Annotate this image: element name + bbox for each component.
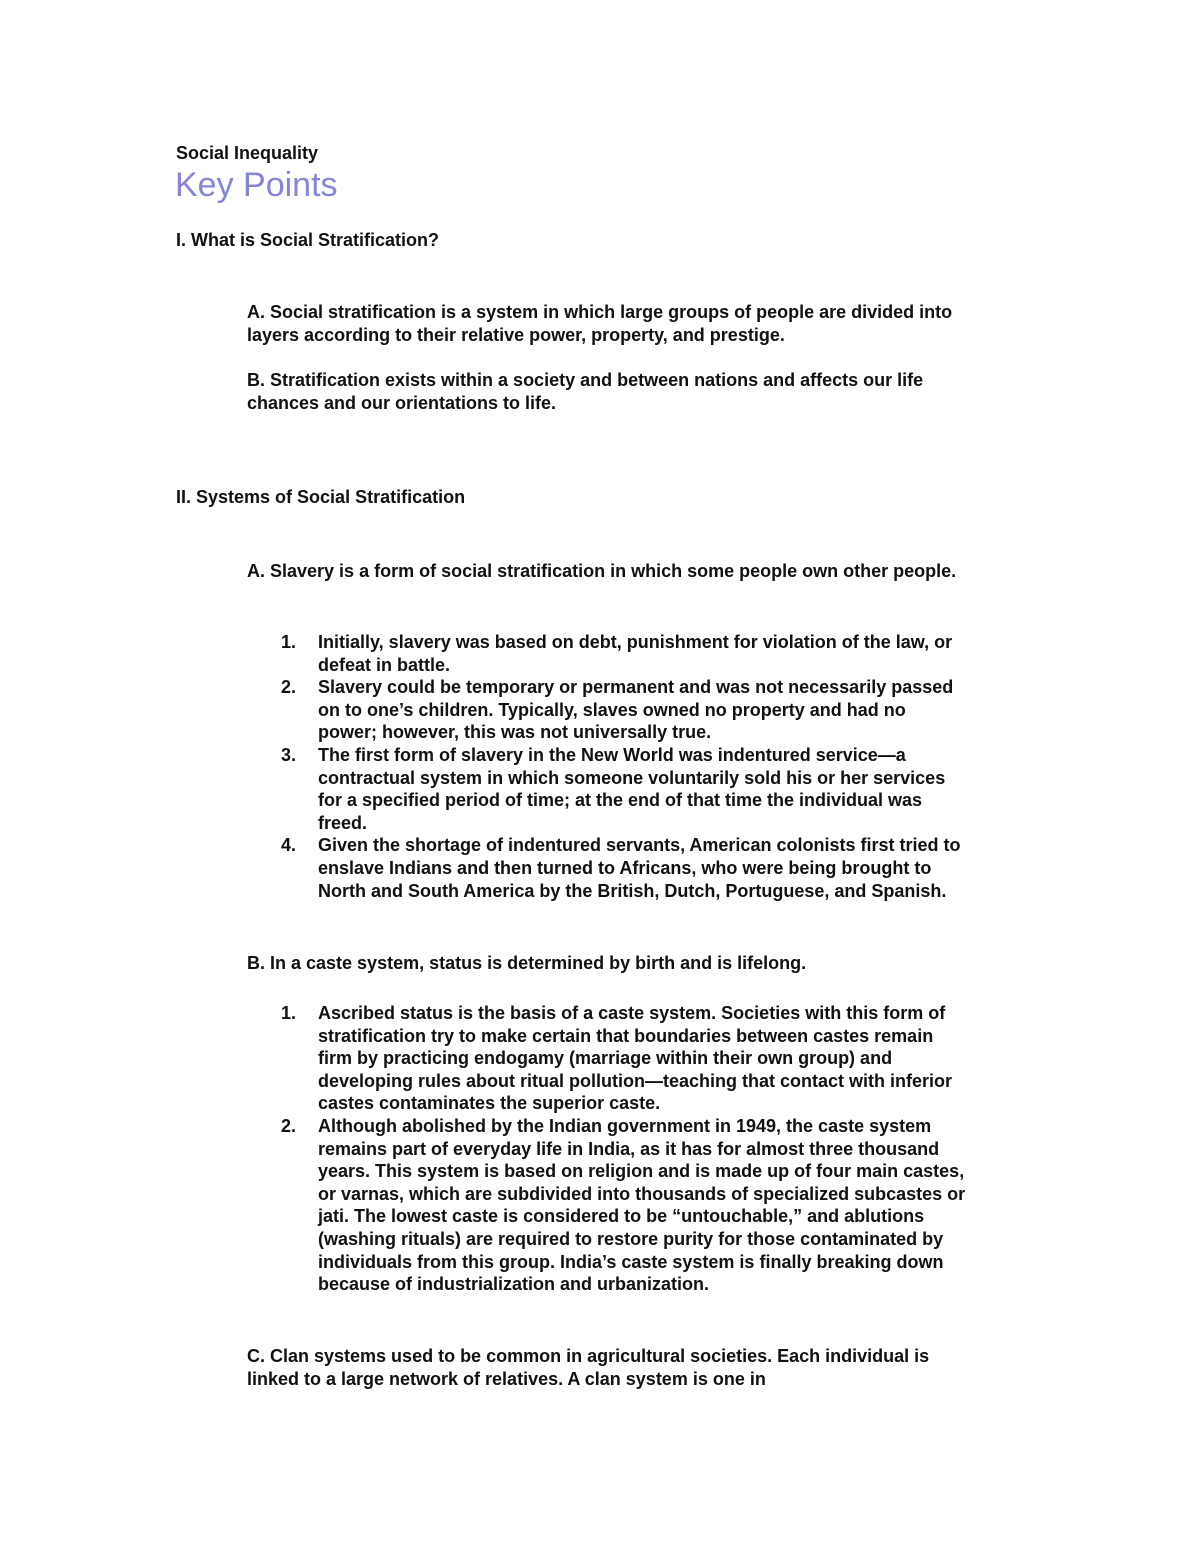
- list-item: [247, 834, 967, 902]
- slavery-list: [247, 631, 967, 902]
- list-item-number: 1.: [281, 632, 297, 652]
- caste-list: [247, 1002, 967, 1296]
- document-subtitle: Social Inequality: [176, 143, 319, 163]
- list-item-number: 1.: [281, 1003, 297, 1023]
- paragraph-1b: B. Stratification exists within a society and between nations and affects our life chances and our orientations to life.: [247, 370, 924, 413]
- list-item-number: 2.: [281, 677, 297, 698]
- list-item-number: 4.: [281, 835, 297, 856]
- section-heading-systems: II. Systems of Social Stratification: [176, 487, 466, 507]
- list-item: [247, 676, 967, 744]
- list-item: [247, 1002, 967, 1115]
- list-item: [247, 1115, 967, 1296]
- list-item-text: Slavery could be temporary or permanent and was not necessarily passed on to one’s children. Typically, slaves owned no property and had no power; however, this was not universally true.: [318, 677, 954, 743]
- list-item-text: Although abolished by the Indian government in 1949, the caste system remains part of everyday life in India, as it has for almost three thousand years. This system is based on religion and is made up of four main castes, or varnas, which are subdivided into thousands of specialized subcastes or jati. The lowest caste is considered to be “untouchable,” and ablutions (washing rituals) are required to restore purity for those contaminated by individuals from this group. India’s caste system is finally breaking down because of industrialization and urbanization.: [318, 1115, 966, 1295]
- list-item-text: Given the shortage of indentured servants, American colonists first tried to enslave Indians and then turned to Africans, who were being brought to North and South America by the British, Dutch, Portuguese, and Spanish.: [318, 835, 961, 901]
- list-item-text: The first form of slavery in the New World was indentured service—a contractual system in which someone voluntarily sold his or her services for a specified period of time; at the end of that time the individual was freed.: [318, 744, 946, 833]
- paragraph-2c: C. Clan systems used to be common in agricultural societies. Each individual is linked to a large network of relatives. A clan system is one in: [247, 1346, 930, 1389]
- list-item-number: 3.: [281, 744, 297, 765]
- section-heading-stratification: I. What is Social Stratification?: [176, 230, 440, 250]
- document-title: Key Points: [175, 166, 338, 204]
- list-item-text: Ascribed status is the basis of a caste system. Societies with this form of stratification try to make certain that boundaries between castes remain firm by practicing endogamy (marriage within their own group) and developing rules about ritual pollution—teaching that contact with inferior castes contaminates the superior caste.: [318, 1003, 953, 1114]
- paragraph-1a: A. Social stratification is a system in which large groups of people are divided into layers according to their relative power, property, and prestige.: [247, 302, 953, 345]
- list-item-number: 2.: [281, 1115, 297, 1136]
- paragraph-2b: B. In a caste system, status is determined by birth and is lifelong.: [247, 953, 807, 973]
- list-item: [247, 744, 967, 834]
- paragraph-2a: A. Slavery is a form of social stratification in which some people own other people.: [247, 561, 957, 581]
- list-item-text: Initially, slavery was based on debt, punishment for violation of the law, or defeat in battle.: [318, 632, 953, 675]
- list-item: [247, 631, 967, 676]
